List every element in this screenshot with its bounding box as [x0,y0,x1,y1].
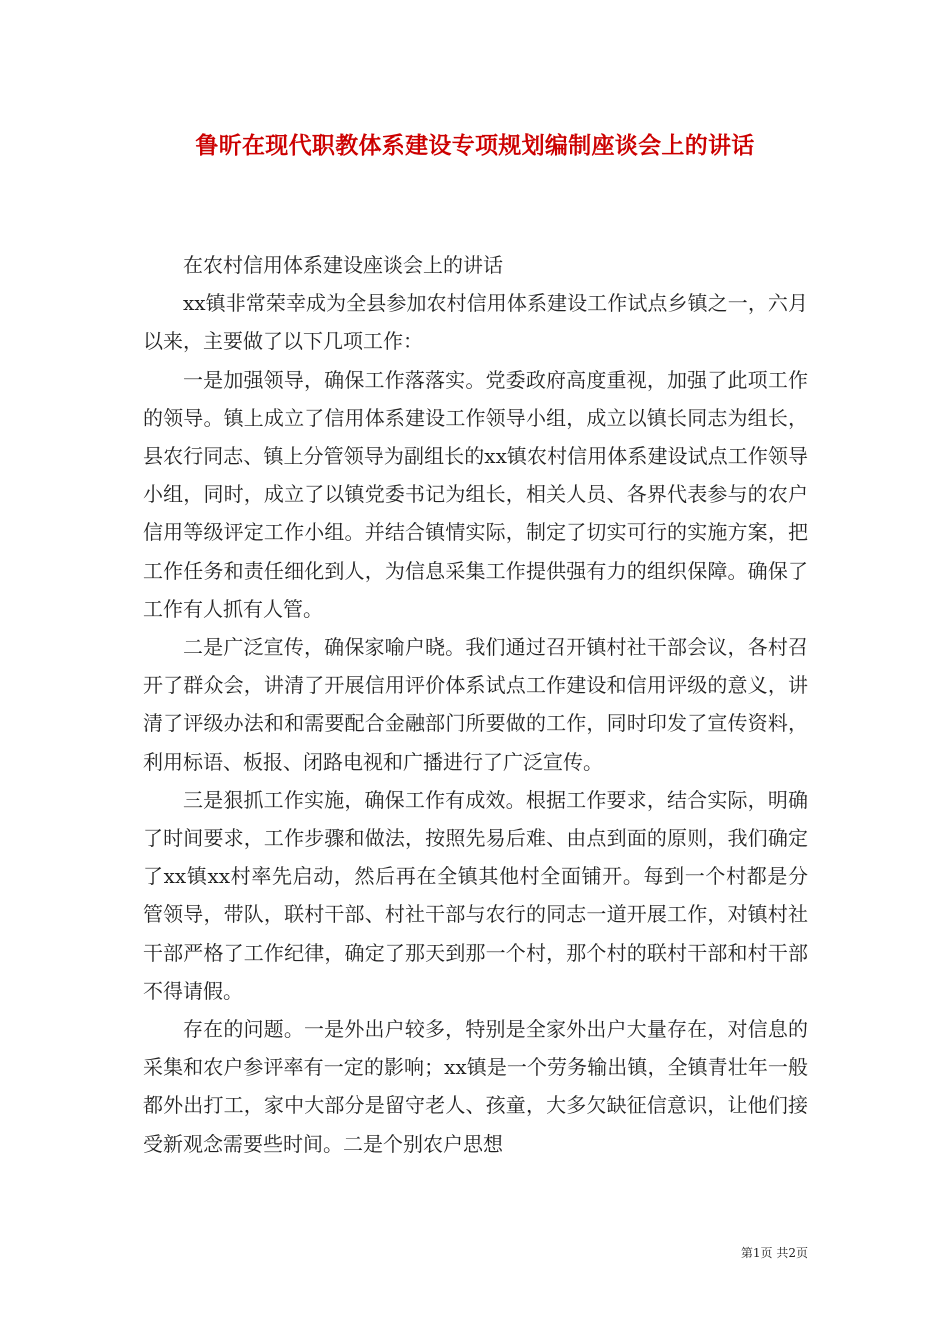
paragraph-intro: xx镇非常荣幸成为全县参加农村信用体系建设工作试点乡镇之一，六月以来，主要做了以下几项工作： [143,291,808,354]
paragraph-subtitle: 在农村信用体系建设座谈会上的讲话 [183,253,503,277]
document-body [143,246,808,1163]
page-number: 第1页 共2页 [740,1246,808,1260]
paragraph-problems: 存在的问题。一是外出户较多，特别是全家外出户大量存在，对信息的采集和农户参评率有一定的影响；xx镇是一个劳务输出镇，全镇青壮年一般都外出打工，家中大部分是留守老人、孩童，大多欠缺征信意识，让他们接受新观念需要些时间。二是个别农户思想 [143,1017,808,1156]
document-title: 鲁昕在现代职教体系建设专项规划编制座谈会上的讲话 [195,132,755,159]
paragraph-leadership: 一是加强领导，确保工作落落实。党委政府高度重视，加强了此项工作的领导。镇上成立了信用体系建设工作领导小组，成立以镇长同志为组长，县农行同志、镇上分管领导为副组长的xx镇农村信用体系建设试点工作领导小组，同时，成立了以镇党委书记为组长，相关人员、各界代表参与的农户信用等级评定工作小组。并结合镇情实际，制定了切实可行的实施方案，把工作任务和责任细化到人，为信息采集工作提供强有力的组织保障。确保了工作有人抓有人管。 [143,367,808,621]
paragraph-implementation: 三是狠抓工作实施，确保工作有成效。根据工作要求，结合实际，明确了时间要求，工作步骤和做法，按照先易后难、由点到面的原则，我们确定了xx镇xx村率先启动，然后再在全镇其他村全面铺开。每到一个村都是分管领导，带队，联村干部、村社干部与农行的同志一道开展工作，对镇村社干部严格了工作纪律，确定了那天到那一个村，那个村的联村干部和村干部不得请假。 [143,787,808,1003]
paragraph-publicity: 二是广泛宣传，确保家喻户晓。我们通过召开镇村社干部会议，各村召开了群众会，讲清了开展信用评价体系试点工作建设和信用评级的意义，讲清了评级办法和和需要配合金融部门所要做的工作，同时印发了宣传资料，利用标语、板报、闭路电视和广播进行了广泛宣传。 [143,635,808,774]
